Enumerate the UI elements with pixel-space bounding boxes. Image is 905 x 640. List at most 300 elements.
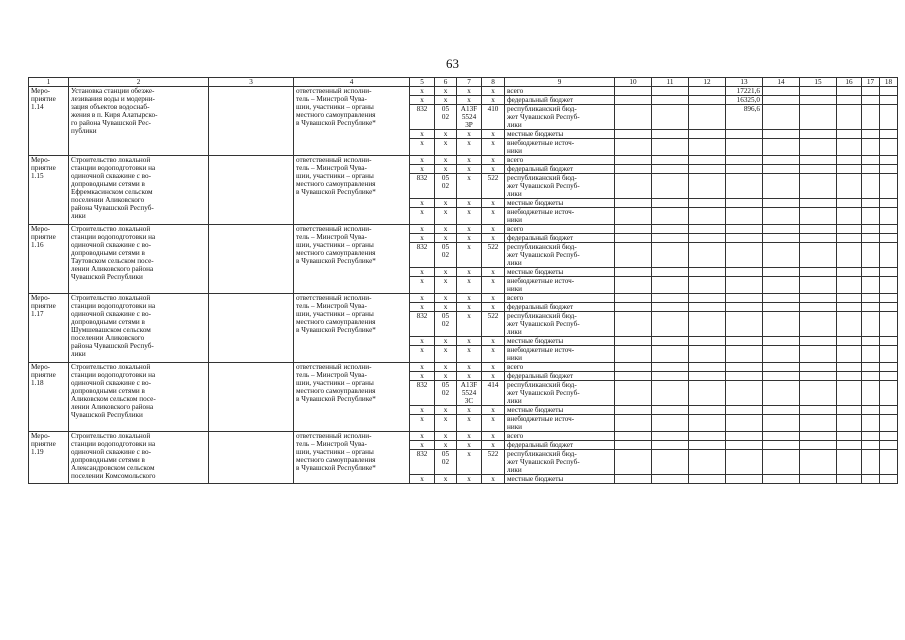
amount-cell	[726, 165, 763, 174]
empty-cell	[763, 475, 800, 484]
empty-cell	[862, 234, 880, 243]
empty-cell	[837, 130, 862, 139]
grbs-code-cell: 832	[410, 450, 435, 475]
empty-cell	[763, 441, 800, 450]
empty-cell	[880, 139, 898, 156]
empty-cell	[880, 96, 898, 105]
target-article-cell: x	[457, 174, 482, 199]
funding-source-cell: республиканский бюд- жет Чувашской Респуб- лики	[505, 381, 615, 406]
event-executor-cell: ответственный исполни- тель – Минстрой Чува- шии, участники – органы местного самоуправления в Чувашской Республике*	[294, 432, 410, 484]
empty-cell	[880, 234, 898, 243]
expense-type-cell: x	[482, 346, 505, 363]
target-article-cell: x	[457, 165, 482, 174]
empty-cell	[880, 363, 898, 372]
expense-type-cell: x	[482, 475, 505, 484]
column-number-cell: 15	[800, 78, 837, 87]
event-executor-cell: ответственный исполни- тель – Минстрой Чува- шии, участники – органы местного самоуправления в Чувашской Республике*	[294, 363, 410, 432]
target-article-cell: x	[457, 243, 482, 268]
section-code-cell: x	[435, 475, 457, 484]
empty-cell	[837, 432, 862, 441]
empty-cell	[837, 381, 862, 406]
empty-cell	[763, 381, 800, 406]
amount-cell	[726, 432, 763, 441]
empty-cell	[763, 165, 800, 174]
empty-cell	[652, 174, 689, 199]
grbs-code-cell: x	[410, 441, 435, 450]
empty-cell	[837, 406, 862, 415]
empty-cell	[800, 312, 837, 337]
empty-cell	[763, 174, 800, 199]
empty-cell	[689, 105, 726, 130]
empty-cell	[763, 337, 800, 346]
empty-cell	[880, 372, 898, 381]
funding-source-cell: всего	[505, 225, 615, 234]
empty-cell	[837, 277, 862, 294]
grbs-code-cell: x	[410, 277, 435, 294]
empty-cell	[615, 450, 652, 475]
empty-cell	[862, 475, 880, 484]
expense-type-cell: 410	[482, 105, 505, 130]
empty-cell	[615, 130, 652, 139]
empty-cell	[862, 268, 880, 277]
empty-cell	[862, 225, 880, 234]
empty-cell	[880, 268, 898, 277]
empty-cell	[689, 130, 726, 139]
amount-cell	[726, 208, 763, 225]
empty-cell	[880, 165, 898, 174]
funding-source-cell: местные бюджеты	[505, 199, 615, 208]
target-article-cell: x	[457, 312, 482, 337]
event-id-cell: Меро- приятие 1.19	[29, 432, 69, 484]
column-number-cell: 8	[482, 78, 505, 87]
empty-cell	[689, 87, 726, 96]
grbs-code-cell: x	[410, 139, 435, 156]
empty-cell	[763, 415, 800, 432]
grbs-code-cell: 832	[410, 105, 435, 130]
empty-cell	[763, 432, 800, 441]
empty-cell	[652, 130, 689, 139]
empty-cell	[880, 130, 898, 139]
event-id-cell: Меро- приятие 1.18	[29, 363, 69, 432]
grbs-code-cell: x	[410, 346, 435, 363]
funding-source-cell: федеральный бюджет	[505, 165, 615, 174]
amount-cell	[726, 139, 763, 156]
empty-cell	[763, 268, 800, 277]
empty-cell	[689, 234, 726, 243]
empty-cell	[837, 475, 862, 484]
expense-type-cell: 522	[482, 243, 505, 268]
empty-cell	[800, 475, 837, 484]
grbs-code-cell: x	[410, 294, 435, 303]
empty-cell	[880, 432, 898, 441]
funding-source-cell: республиканский бюд- жет Чувашской Респуб- лики	[505, 450, 615, 475]
section-code-cell: 05 02	[435, 381, 457, 406]
empty-cell	[652, 475, 689, 484]
amount-cell	[726, 199, 763, 208]
funding-source-cell: всего	[505, 363, 615, 372]
grbs-code-cell: x	[410, 208, 435, 225]
section-code-cell: x	[435, 165, 457, 174]
empty-cell	[880, 277, 898, 294]
empty-cell	[800, 165, 837, 174]
amount-cell	[726, 294, 763, 303]
target-article-cell: x	[457, 406, 482, 415]
target-article-cell: x	[457, 208, 482, 225]
empty-cell	[689, 277, 726, 294]
expense-type-cell: x	[482, 199, 505, 208]
empty-cell	[837, 337, 862, 346]
empty-cell	[652, 208, 689, 225]
expense-type-cell: x	[482, 303, 505, 312]
empty-cell	[689, 475, 726, 484]
grbs-code-cell: x	[410, 130, 435, 139]
funding-source-cell: федеральный бюджет	[505, 441, 615, 450]
empty-cell	[800, 87, 837, 96]
section-code-cell: x	[435, 372, 457, 381]
target-article-cell: x	[457, 441, 482, 450]
event-executor-cell: ответственный исполни- тель – Минстрой Чува- шии, участники – органы местного самоуправления в Чувашской Республике*	[294, 294, 410, 363]
expense-type-cell: x	[482, 432, 505, 441]
funding-source-cell: местные бюджеты	[505, 130, 615, 139]
empty-cell	[862, 441, 880, 450]
event-id-cell: Меро- приятие 1.15	[29, 156, 69, 225]
empty-cell	[763, 277, 800, 294]
empty-cell	[689, 381, 726, 406]
empty-cell	[837, 174, 862, 199]
empty-cell	[689, 346, 726, 363]
section-code-cell: x	[435, 432, 457, 441]
empty-cell	[652, 268, 689, 277]
empty-cell	[880, 475, 898, 484]
empty-cell	[615, 346, 652, 363]
empty-cell	[837, 294, 862, 303]
empty-cell	[689, 406, 726, 415]
empty-cell	[800, 174, 837, 199]
empty-cell	[689, 199, 726, 208]
empty-cell	[652, 294, 689, 303]
column-number-cell: 7	[457, 78, 482, 87]
funding-source-cell: республиканский бюд- жет Чувашской Респуб- лики	[505, 105, 615, 130]
amount-cell	[726, 312, 763, 337]
column-number-cell: 12	[689, 78, 726, 87]
column-number-cell: 10	[615, 78, 652, 87]
empty-cell	[880, 337, 898, 346]
empty-cell	[615, 406, 652, 415]
empty-cell	[652, 346, 689, 363]
empty-cell	[652, 372, 689, 381]
empty-cell	[652, 303, 689, 312]
empty-cell	[615, 372, 652, 381]
empty-cell	[209, 432, 294, 484]
target-article-cell: x	[457, 156, 482, 165]
funding-source-cell: местные бюджеты	[505, 337, 615, 346]
column-number-cell: 2	[69, 78, 209, 87]
column-number-cell: 5	[410, 78, 435, 87]
empty-cell	[615, 105, 652, 130]
empty-cell	[837, 312, 862, 337]
empty-cell	[763, 346, 800, 363]
event-id-cell: Меро- приятие 1.16	[29, 225, 69, 294]
grbs-code-cell: 832	[410, 243, 435, 268]
empty-cell	[862, 294, 880, 303]
event-executor-cell: ответственный исполни- тель – Минстрой Чува- шии, участники – органы местного самоуправления в Чувашской Республике*	[294, 87, 410, 156]
empty-cell	[837, 105, 862, 130]
empty-cell	[837, 303, 862, 312]
empty-cell	[652, 337, 689, 346]
empty-cell	[862, 346, 880, 363]
table-row	[29, 294, 898, 303]
section-code-cell: x	[435, 156, 457, 165]
empty-cell	[880, 294, 898, 303]
empty-cell	[862, 432, 880, 441]
target-article-cell: x	[457, 199, 482, 208]
empty-cell	[615, 303, 652, 312]
empty-cell	[800, 234, 837, 243]
section-code-cell: 05 02	[435, 105, 457, 130]
empty-cell	[862, 381, 880, 406]
expense-type-cell: x	[482, 363, 505, 372]
empty-cell	[862, 156, 880, 165]
event-executor-cell: ответственный исполни- тель – Минстрой Чува- шии, участники – органы местного самоуправления в Чувашской Республике*	[294, 225, 410, 294]
empty-cell	[615, 174, 652, 199]
empty-cell	[615, 234, 652, 243]
target-article-cell: x	[457, 268, 482, 277]
empty-cell	[615, 208, 652, 225]
amount-cell	[726, 381, 763, 406]
expense-type-cell: x	[482, 337, 505, 346]
expense-type-cell: x	[482, 130, 505, 139]
event-name-cell: Строительство локальной станции водоподготовки на одиночной скважине с во- допроводными сетями в Ефремкасинском сельском поселении Аликовского района Чувашской Респуб- лики	[69, 156, 209, 225]
empty-cell	[652, 96, 689, 105]
empty-cell	[862, 372, 880, 381]
column-number-cell: 3	[209, 78, 294, 87]
empty-cell	[615, 381, 652, 406]
grbs-code-cell: x	[410, 156, 435, 165]
empty-cell	[209, 294, 294, 363]
section-code-cell: 05 02	[435, 174, 457, 199]
section-code-cell: x	[435, 199, 457, 208]
empty-cell	[862, 337, 880, 346]
target-article-cell: x	[457, 87, 482, 96]
empty-cell	[862, 243, 880, 268]
target-article-cell: x	[457, 234, 482, 243]
funding-source-cell: всего	[505, 432, 615, 441]
empty-cell	[862, 130, 880, 139]
empty-cell	[615, 243, 652, 268]
expense-type-cell: x	[482, 372, 505, 381]
target-article-cell: A13F 5524 3C	[457, 381, 482, 406]
table-row	[29, 87, 898, 96]
section-code-cell: x	[435, 225, 457, 234]
expense-type-cell: x	[482, 234, 505, 243]
event-name-cell: Строительство локальной станции водоподготовки на одиночной скважине с во- допроводными сетями в Аликовском сельском посе- лении Аликовского района Чувашской Республики	[69, 363, 209, 432]
table-row	[29, 432, 898, 441]
empty-cell	[800, 225, 837, 234]
event-name-cell: Строительство локальной станции водоподготовки на одиночной скважине с во- допроводными сетями в Шумшевашском сельском поселении Аликовского района Чувашской Респуб- лики	[69, 294, 209, 363]
section-code-cell: x	[435, 363, 457, 372]
expense-type-cell: x	[482, 87, 505, 96]
amount-cell	[726, 174, 763, 199]
empty-cell	[689, 139, 726, 156]
empty-cell	[689, 294, 726, 303]
empty-cell	[862, 96, 880, 105]
empty-cell	[880, 406, 898, 415]
grbs-code-cell: x	[410, 96, 435, 105]
empty-cell	[689, 243, 726, 268]
empty-cell	[615, 312, 652, 337]
empty-cell	[862, 174, 880, 199]
empty-cell	[689, 363, 726, 372]
empty-cell	[615, 277, 652, 294]
target-article-cell: x	[457, 372, 482, 381]
expense-type-cell: x	[482, 139, 505, 156]
empty-cell	[652, 381, 689, 406]
funding-source-cell: федеральный бюджет	[505, 96, 615, 105]
amount-cell	[726, 156, 763, 165]
amount-cell	[726, 415, 763, 432]
empty-cell	[837, 199, 862, 208]
empty-cell	[689, 268, 726, 277]
grbs-code-cell: x	[410, 225, 435, 234]
empty-cell	[800, 372, 837, 381]
empty-cell	[652, 277, 689, 294]
section-code-cell: 05 02	[435, 450, 457, 475]
empty-cell	[800, 96, 837, 105]
empty-cell	[837, 441, 862, 450]
empty-cell	[837, 96, 862, 105]
empty-cell	[862, 277, 880, 294]
amount-cell	[726, 130, 763, 139]
section-code-cell: x	[435, 346, 457, 363]
amount-cell: 17221,6	[726, 87, 763, 96]
section-code-cell: x	[435, 208, 457, 225]
empty-cell	[837, 156, 862, 165]
section-code-cell: x	[435, 130, 457, 139]
empty-cell	[880, 303, 898, 312]
empty-cell	[652, 406, 689, 415]
grbs-code-cell: x	[410, 415, 435, 432]
target-article-cell: x	[457, 277, 482, 294]
empty-cell	[763, 243, 800, 268]
empty-cell	[615, 337, 652, 346]
empty-cell	[689, 337, 726, 346]
expense-type-cell: x	[482, 415, 505, 432]
column-number-cell: 6	[435, 78, 457, 87]
empty-cell	[689, 208, 726, 225]
amount-cell	[726, 234, 763, 243]
section-code-cell: x	[435, 87, 457, 96]
empty-cell	[800, 199, 837, 208]
empty-cell	[652, 139, 689, 156]
empty-cell	[615, 139, 652, 156]
funding-source-cell: всего	[505, 156, 615, 165]
grbs-code-cell: x	[410, 372, 435, 381]
empty-cell	[837, 243, 862, 268]
empty-cell	[615, 225, 652, 234]
empty-cell	[800, 243, 837, 268]
amount-cell	[726, 441, 763, 450]
empty-cell	[880, 243, 898, 268]
empty-cell	[837, 234, 862, 243]
empty-cell	[615, 199, 652, 208]
empty-cell	[880, 156, 898, 165]
amount-cell	[726, 277, 763, 294]
empty-cell	[763, 406, 800, 415]
empty-cell	[837, 225, 862, 234]
empty-cell	[763, 225, 800, 234]
grbs-code-cell: x	[410, 337, 435, 346]
expense-type-cell: 522	[482, 312, 505, 337]
empty-cell	[652, 363, 689, 372]
empty-cell	[652, 87, 689, 96]
empty-cell	[837, 363, 862, 372]
funding-source-cell: федеральный бюджет	[505, 234, 615, 243]
event-id-cell: Меро- приятие 1.14	[29, 87, 69, 156]
empty-cell	[862, 165, 880, 174]
table-row	[29, 156, 898, 165]
empty-cell	[800, 450, 837, 475]
empty-cell	[763, 303, 800, 312]
empty-cell	[837, 208, 862, 225]
expense-type-cell: x	[482, 441, 505, 450]
funding-source-cell: местные бюджеты	[505, 406, 615, 415]
empty-cell	[837, 87, 862, 96]
column-number-cell: 17	[862, 78, 880, 87]
empty-cell	[763, 294, 800, 303]
empty-cell	[689, 165, 726, 174]
empty-cell	[689, 303, 726, 312]
empty-cell	[880, 208, 898, 225]
section-code-cell: x	[435, 415, 457, 432]
grbs-code-cell: x	[410, 199, 435, 208]
funding-source-cell: внебюджетные источ- ники	[505, 139, 615, 156]
grbs-code-cell: x	[410, 268, 435, 277]
empty-cell	[880, 346, 898, 363]
empty-cell	[880, 225, 898, 234]
empty-cell	[800, 441, 837, 450]
empty-cell	[209, 156, 294, 225]
target-article-cell: x	[457, 130, 482, 139]
empty-cell	[763, 87, 800, 96]
expense-type-cell: x	[482, 156, 505, 165]
empty-cell	[862, 450, 880, 475]
empty-cell	[763, 372, 800, 381]
empty-cell	[652, 312, 689, 337]
grbs-code-cell: 832	[410, 312, 435, 337]
section-code-cell: x	[435, 234, 457, 243]
empty-cell	[862, 139, 880, 156]
column-number-cell: 16	[837, 78, 862, 87]
empty-cell	[689, 225, 726, 234]
empty-cell	[615, 432, 652, 441]
empty-cell	[615, 415, 652, 432]
section-code-cell: 05 02	[435, 312, 457, 337]
empty-cell	[615, 96, 652, 105]
empty-cell	[800, 130, 837, 139]
section-code-cell: x	[435, 303, 457, 312]
amount-cell: 896,6	[726, 105, 763, 130]
target-article-cell: x	[457, 432, 482, 441]
funding-source-cell: внебюджетные источ- ники	[505, 346, 615, 363]
empty-cell	[880, 199, 898, 208]
empty-cell	[689, 441, 726, 450]
empty-cell	[800, 105, 837, 130]
empty-cell	[652, 432, 689, 441]
expense-type-cell: 522	[482, 174, 505, 199]
empty-cell	[800, 381, 837, 406]
empty-cell	[615, 441, 652, 450]
empty-cell	[837, 165, 862, 174]
